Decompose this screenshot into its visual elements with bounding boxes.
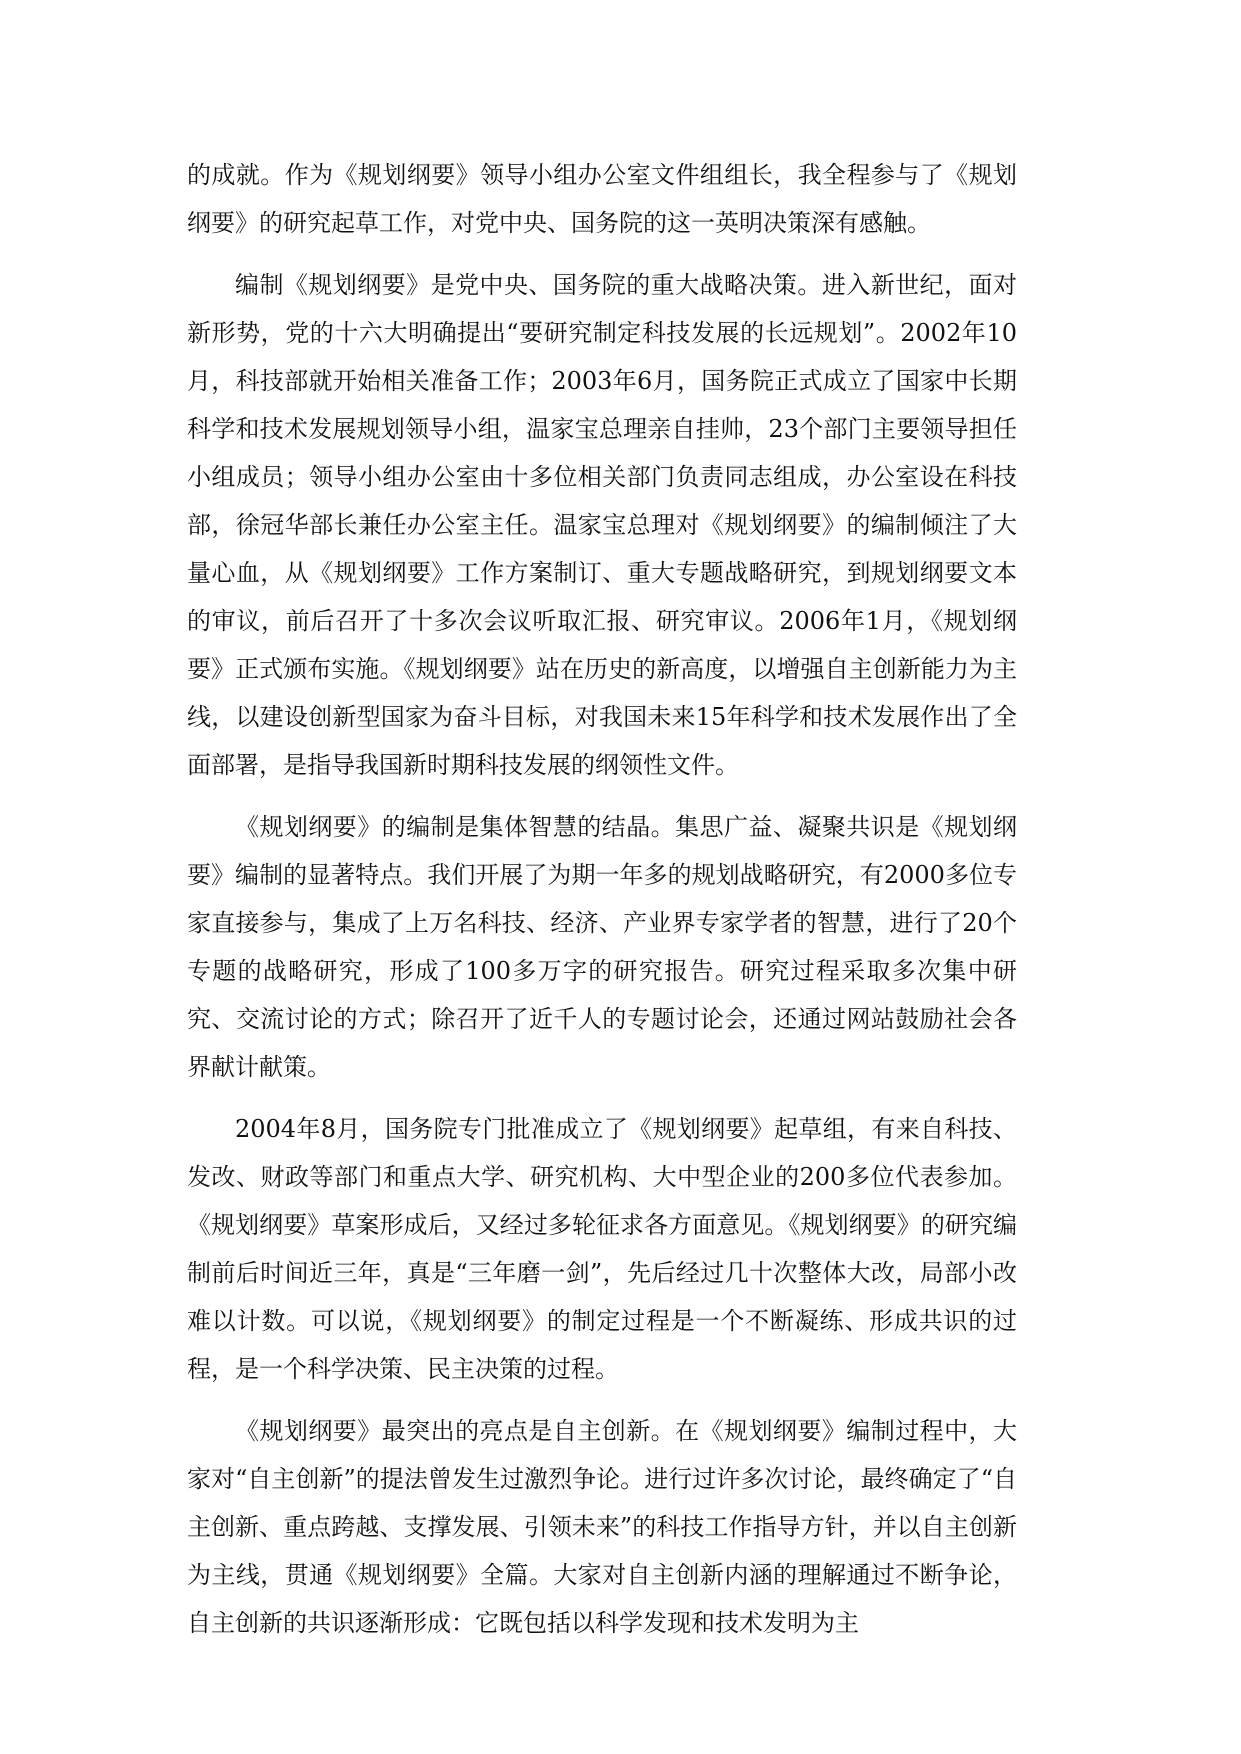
document-page xyxy=(187,151,1017,1661)
paragraph-2: 编制《规划纲要》是党中央、国务院的重大战略决策。进入新世纪，面对新形势，党的十六大明确提出“要研究制定科技发展的长远规划”。2002年10月，科技部就开始相关准备工作；2003年6月，国务院正式成立了国家中长期科学和技术发展规划领导小组，温家宝总理亲自挂帅，23个部门主要领导担任小组成员；领导小组办公室由十多位相关部门负责同志组成，办公室设在科技部，徐冠华部长兼任办公室主任。温家宝总理对《规划纲要》的编制倾注了大量心血，从《规划纲要》工作方案制订、重大专题战略研究，到规划纲要文本的审议，前后召开了十多次会议听取汇报、研究审议。2006年1月，《规划纲要》正式颁布实施。《规划纲要》站在历史的新高度，以增强自主创新能力为主线，以建设创新型国家为奋斗目标，对我国未来15年科学和技术发展作出了全面部署，是指导我国新时期科技发展的纲领性文件。 xyxy=(187,271,1017,779)
paragraph-3: 《规划纲要》的编制是集体智慧的结晶。集思广益、凝聚共识是《规划纲要》编制的显著特点。我们开展了为期一年多的规划战略研究，有2000多位专家直接参与，集成了上万名科技、经济、产业界专家学者的智慧，进行了20个专题的战略研究，形成了100多万字的研究报告。研究过程采取多次集中研究、交流讨论的方式；除召开了近千人的专题讨论会，还通过网站鼓励社会各界献计献策。 xyxy=(187,813,1017,1081)
paragraph-5: 《规划纲要》最突出的亮点是自主创新。在《规划纲要》编制过程中，大家对“自主创新”的提法曾发生过激烈争论。进行过许多次讨论，最终确定了“自主创新、重点跨越、支撑发展、引领未来”的科技工作指导方针，并以自主创新为主线，贯通《规划纲要》全篇。大家对自主创新内涵的理解通过不断争论，自主创新的共识逐渐形成：它既包括以科学发现和技术发明为主 xyxy=(187,1417,1017,1637)
paragraph-4: 2004年8月，国务院专门批准成立了《规划纲要》起草组，有来自科技、发改、财政等部门和重点大学、研究机构、大中型企业的200多位代表参加。《规划纲要》草案形成后，又经过多轮征求各方面意见。《规划纲要》的研究编制前后时间近三年，真是“三年磨一剑”，先后经过几十次整体大改，局部小改难以计数。可以说，《规划纲要》的制定过程是一个不断凝练、形成共识的过程，是一个科学决策、民主决策的过程。 xyxy=(187,1115,1017,1383)
paragraph-1: 的成就。作为《规划纲要》领导小组办公室文件组组长，我全程参与了《规划纲要》的研究起草工作，对党中央、国务院的这一英明决策深有感触。 xyxy=(187,161,1017,237)
